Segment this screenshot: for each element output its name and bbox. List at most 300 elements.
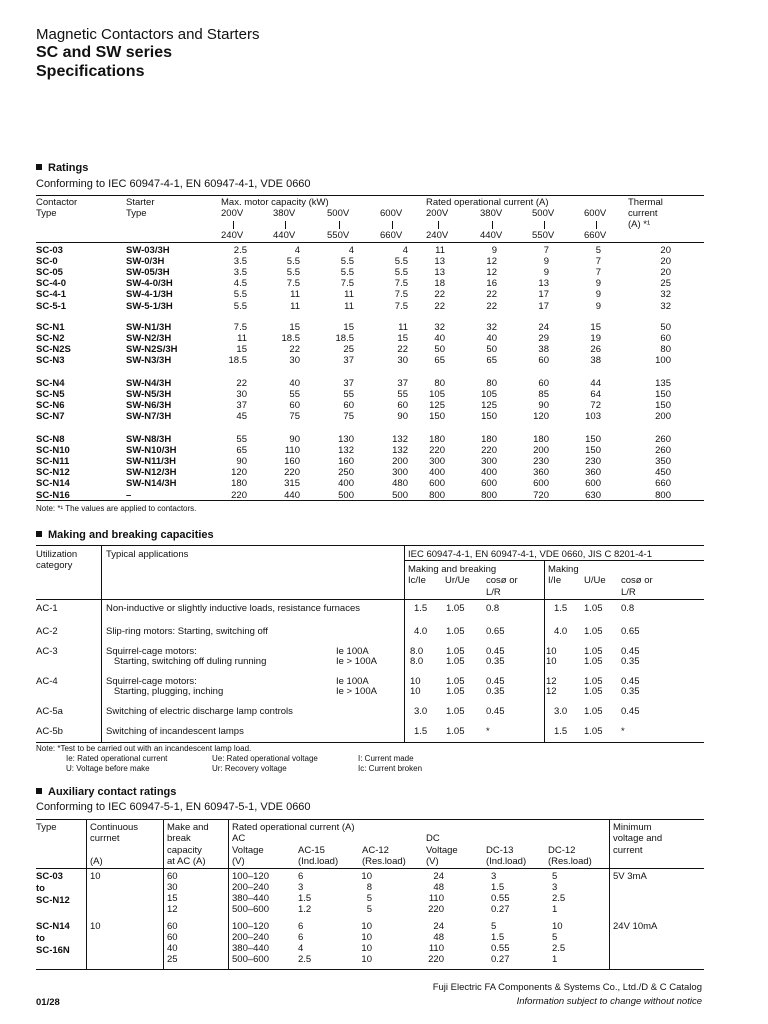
making-breaking-icie: 1.5 [414,603,428,614]
making-breaking-urue: 1.05 [446,676,465,687]
motor-capacity-cell: 11 [290,289,300,301]
making-breaking-urue: 1.05 [446,726,465,737]
making-iie: 10 [546,656,557,667]
making-bottom-rule [36,742,704,743]
aux-make-capacity: 60 [167,932,178,943]
making-breaking-cos: 0.45 [486,646,505,657]
rated-current-cell: 125 [481,400,497,412]
aux-header-continuous: Continuous [90,822,139,833]
header-making: Making [548,564,579,575]
header-making-breaking: Making and breaking [408,564,497,575]
aux-type: SC-N14 [36,921,70,932]
motor-capacity-cell: 5.5 [233,289,247,301]
making-iie: 10 [546,646,557,657]
current-condition: Ie 100A [336,676,369,687]
aux-header-amps: (A) [90,856,103,867]
rated-current-cell: 60 [538,355,549,367]
aux-header-dc12-load: (Res.load) [548,856,592,867]
rated-current-cell: 105 [481,389,497,401]
rated-current-cell: 9 [595,289,601,301]
voltage-range-tick [596,221,597,229]
motor-capacity-cell: 132 [338,445,354,457]
aux-dc12: 5 [552,932,558,943]
making-uue: 1.05 [584,706,603,717]
motor-capacity-cell: 400 [338,478,354,490]
doc-title: Magnetic Contactors and Starters [36,26,260,43]
rated-current-cell: 32 [434,322,445,333]
contactor-type: SC-05 [36,267,63,279]
aux-make-capacity: 40 [167,943,178,954]
making-note-ie: Ie: Rated operational current [66,754,168,763]
aux-divider-1 [86,819,87,970]
aux-header-ac15-load: (Ind.load) [298,856,339,867]
aux-continuous-current: 10 [90,921,101,932]
making-note-ue: Ue: Rated operational voltage [212,754,318,763]
thermal-current-cell: 32 [660,300,671,312]
making-divider-1 [101,545,102,743]
motor-capacity-cell: 60 [343,400,354,412]
motor-capacity-cell: 7.5 [340,278,354,290]
footer-company: Fuji Electric FA Components & Systems Co., Ltd./D & C Catalog [432,982,702,993]
thermal-current-cell: 200 [655,411,671,423]
making-breaking-urue: 1.05 [446,603,465,614]
motor-capacity-cell: 7.5 [394,289,408,301]
contactor-type: SC-5-1 [36,300,67,312]
motor-capacity-cell: 7.5 [394,278,408,290]
making-cos: * [621,726,625,737]
contactor-type: SC-N4 [36,378,65,389]
making-divider-2 [404,545,405,743]
making-uue: 1.05 [584,726,603,737]
rated-current-cell: 9 [543,256,549,268]
rated-current-cell: 80 [434,378,445,389]
aux-ac12: 10 [361,943,372,954]
aux-header-dc-volt-unit: (V) [426,856,439,867]
making-cos: 0.45 [621,676,640,687]
making-iie: 1.5 [554,726,568,737]
aux-make-capacity: 15 [167,893,178,904]
making-cos: 0.35 [621,686,640,697]
header-uue: U/Ue [584,575,606,586]
making-divider-3 [544,560,545,743]
rated-current-cell: 38 [538,344,549,356]
rated-current-cell: 150 [585,445,601,457]
motor-capacity-cell: 37 [236,400,247,412]
making-uue: 1.05 [584,676,603,687]
utilization-category: AC-2 [36,626,58,637]
making-section-title: Making and breaking capacities [36,529,214,541]
motor-capacity-cell: 15 [236,344,247,356]
motor-capacity-cell: 4 [402,245,408,256]
aux-ac12: 8 [366,882,372,893]
making-breaking-urue: 1.05 [446,626,465,637]
motor-capacity-cell: 18.5 [228,355,247,367]
voltage-header-bottom: 440V [273,230,296,241]
rated-current-cell: 60 [538,378,549,389]
thermal-current-cell: 260 [655,434,671,445]
making-iie: 4.0 [554,626,568,637]
contactor-type: SC-03 [36,245,63,256]
motor-capacity-cell: 37 [343,378,354,389]
contactor-type: SC-N12 [36,467,70,479]
rated-current-cell: 125 [429,400,445,412]
contactor-type: SC-N14 [36,478,70,490]
thermal-current-cell: 50 [660,322,671,333]
motor-capacity-cell: 65 [236,445,247,457]
rated-current-cell: 22 [486,300,497,312]
rated-current-cell: 150 [585,434,601,445]
aux-min-voltage-current: 24V 10mA [613,921,658,932]
rated-current-cell: 40 [434,333,445,345]
motor-capacity-cell: 5.5 [394,256,408,268]
aux-ac-voltage: 500–600 [232,954,269,965]
voltage-header-bottom: 440V [480,230,503,241]
motor-capacity-cell: 110 [284,445,300,457]
motor-capacity-cell: 75 [289,411,300,423]
making-uue: 1.05 [584,656,603,667]
making-breaking-cos: 0.45 [486,706,505,717]
aux-dc13: 0.27 [491,904,510,915]
starter-type: SW-N11/3H [126,456,176,468]
voltage-header-top: 200V [221,208,244,219]
aux-make-capacity: 60 [167,921,178,932]
aux-header-rule [36,868,704,869]
voltage-header-bottom: 660V [380,230,403,241]
starter-type: SW-N5/3H [126,389,172,401]
utilization-category: AC-1 [36,603,58,614]
rated-current-cell: 80 [486,378,497,389]
thermal-current-cell: 150 [655,389,671,401]
rated-current-cell: 300 [429,456,445,468]
starter-type: SW-4-1/3H [126,289,173,301]
current-condition: Ie > 100A [336,686,377,697]
rated-current-cell: 230 [585,456,601,468]
motor-capacity-cell: 480 [392,478,408,490]
motor-capacity-cell: 30 [289,355,300,367]
starter-type: SW-N12/3H [126,467,177,479]
rated-current-cell: 9 [595,300,601,312]
thermal-current-cell: 100 [655,355,671,367]
contactor-type: SC-N3 [36,355,65,367]
making-iie: 12 [546,676,557,687]
rated-current-cell: 150 [481,411,497,423]
rated-current-cell: 65 [434,355,445,367]
rated-current-cell: 180 [533,434,549,445]
motor-capacity-cell: 160 [338,456,354,468]
motor-capacity-cell: 15 [397,333,408,345]
voltage-header-top: 200V [426,208,449,219]
thermal-current-cell: 32 [660,289,671,301]
contactor-type: SC-N5 [36,389,65,401]
motor-capacity-cell: 132 [392,434,408,445]
rated-current-cell: 400 [481,467,497,479]
aux-dc13: 1.5 [491,932,505,943]
rated-current-cell: 17 [538,300,549,312]
rated-current-cell: 12 [486,256,497,268]
bullet-square-icon [36,788,42,794]
aux-dc12: 2.5 [552,943,566,954]
utilization-category: AC-4 [36,676,58,687]
motor-capacity-cell: 500 [392,489,408,501]
aux-ac-voltage: 380–440 [232,943,269,954]
motor-capacity-cell: 132 [392,445,408,457]
aux-header-dc12: DC-12 [548,845,576,856]
aux-ac-voltage: 100–120 [232,921,269,932]
aux-dc13: 0.27 [491,954,510,965]
motor-capacity-cell: 25 [343,344,354,356]
aux-header-make-2: break [167,833,191,844]
motor-capacity-cell: 4 [348,245,354,256]
page-number: 01/28 [36,997,60,1008]
making-iie: 3.0 [554,706,568,717]
aux-make-capacity: 30 [167,882,178,893]
rated-current-cell: 600 [481,478,497,490]
motor-capacity-cell: 160 [284,456,300,468]
motor-capacity-cell: 5.5 [340,267,354,279]
aux-header-ac-volt-unit: (V) [232,856,245,867]
aux-ac15: 1.5 [298,893,312,904]
motor-capacity-cell: 45 [236,411,247,423]
aux-continuous-current: 10 [90,871,101,882]
making-cos: 0.8 [621,603,635,614]
rated-current-cell: 17 [538,289,549,301]
aux-ac15: 3 [298,882,304,893]
header-typical-applications: Typical applications [106,549,189,560]
starter-type: SW-N10/3H [126,445,177,457]
motor-capacity-cell: 5.5 [286,256,300,268]
rated-current-cell: 600 [585,478,601,490]
rated-current-cell: 220 [481,445,497,457]
ratings-note: Note: *¹ The values are applied to contactors. [36,504,197,513]
aux-ac-voltage: 200–240 [232,932,269,943]
typical-application: Starting, switching off duling running [106,656,267,667]
thermal-current-cell: 135 [655,378,671,389]
making-breaking-urue: 1.05 [446,656,465,667]
thermal-current-cell: 150 [655,400,671,412]
aux-header-current: currnet [90,833,120,844]
contactor-type: SC-N6 [36,400,65,412]
motor-capacity-cell: 37 [343,355,354,367]
motor-capacity-cell: 11 [237,333,247,345]
motor-capacity-cell: 220 [231,489,247,501]
voltage-header-top: 600V [584,208,607,219]
rated-current-cell: 150 [429,411,445,423]
rated-current-cell: 220 [429,445,445,457]
making-cos: 0.45 [621,706,640,717]
aux-divider-2 [163,819,164,970]
aux-dc12: 3 [552,882,558,893]
contactor-type: SC-N1 [36,322,65,333]
making-cos: 0.45 [621,646,640,657]
making-breaking-cos: 0.8 [486,603,500,614]
aux-type: SC-16N [36,945,70,956]
making-breaking-icie: 8.0 [410,656,424,667]
header-iec-standards: IEC 60947-4-1, EN 60947-4-1, VDE 0660, JIS C 8201-4-1 [408,549,652,560]
motor-capacity-cell: 55 [289,389,300,401]
aux-make-capacity: 60 [167,871,178,882]
motor-capacity-cell: 90 [397,411,408,423]
making-note-ic: Ic: Current broken [358,764,423,773]
aux-ac12: 5 [366,893,372,904]
starter-type: SW-N1/3H [126,322,172,333]
aux-type: SC-03 [36,871,63,882]
making-note-i: I: Current made [358,754,414,763]
rated-current-cell: 230 [533,456,549,468]
voltage-header-top: 500V [327,208,350,219]
aux-header-ac12: AC-12 [362,845,389,856]
voltage-header-top: 380V [480,208,503,219]
header-rated-current: Rated operational current (A) [426,197,549,208]
aux-ac12: 5 [366,904,372,915]
header-cos-2: cosø or [621,575,653,586]
motor-capacity-cell: 300 [392,467,408,479]
motor-capacity-cell: 37 [397,378,408,389]
starter-type: SW-N8/3H [126,434,172,445]
header-thermal-2: current [628,208,658,219]
aux-ac12: 10 [361,954,372,965]
motor-capacity-cell: 5.5 [233,300,247,312]
header-category: category [36,560,73,571]
rated-current-cell: 13 [538,278,549,290]
ratings-conforming: Conforming to IEC 60947-4-1, EN 60947-4-1, VDE 0660 [36,178,311,190]
motor-capacity-cell: 440 [284,489,300,501]
thermal-current-cell: 20 [660,267,671,279]
motor-capacity-cell: 500 [338,489,354,501]
motor-capacity-cell: 75 [343,411,354,423]
current-condition: Ie 100A [336,646,369,657]
motor-capacity-cell: 2.5 [233,245,247,256]
aux-ac-voltage: 380–440 [232,893,269,904]
voltage-header-bottom: 550V [532,230,555,241]
starter-type: SW-4-0/3H [126,278,173,290]
rated-current-cell: 7 [595,267,601,279]
header-urue: Ur/Ue [445,575,470,586]
motor-capacity-cell: 4.5 [233,278,247,290]
aux-top-rule [36,819,704,820]
contactor-type: SC-N2 [36,333,65,345]
voltage-range-tick [339,221,340,229]
voltage-header-top: 380V [273,208,296,219]
thermal-current-cell: 350 [655,456,671,468]
aux-dc-voltage: 48 [433,932,444,943]
making-note-line1: Note: *Test to be carried out with an incandescent lamp load. [36,744,252,753]
rated-current-cell: 38 [590,355,601,367]
motor-capacity-cell: 7.5 [233,322,247,333]
rated-current-cell: 12 [486,267,497,279]
aux-dc13: 5 [491,921,497,932]
aux-dc-voltage: 24 [433,921,444,932]
rated-current-cell: 29 [538,333,549,345]
making-breaking-urue: 1.05 [446,646,465,657]
motor-capacity-cell: 18.5 [281,333,300,345]
making-breaking-icie: 4.0 [414,626,428,637]
aux-ac-voltage: 100–120 [232,871,269,882]
typical-application: Starting, plugging, inching [106,686,224,697]
rated-current-cell: 180 [429,434,445,445]
aux-type: to [36,883,45,894]
rated-current-cell: 22 [434,289,445,301]
aux-ac15: 1.2 [298,904,312,915]
making-iie: 1.5 [554,603,568,614]
thermal-current-cell: 60 [660,333,671,345]
aux-dc-voltage: 24 [433,871,444,882]
header-starter-type: Type [126,208,147,219]
ratings-section-title: Ratings [36,162,88,174]
making-breaking-cos: 0.35 [486,656,505,667]
voltage-range-tick [438,221,439,229]
typical-application: Squirrel-cage motors: [106,646,197,657]
motor-capacity-cell: 60 [397,400,408,412]
motor-capacity-cell: 90 [289,434,300,445]
starter-type: SW-5-1/3H [126,300,173,312]
aux-ac15: 6 [298,921,304,932]
thermal-current-cell: 20 [660,256,671,268]
motor-capacity-cell: 200 [392,456,408,468]
aux-ac-voltage: 500–600 [232,904,269,915]
aux-dc12: 5 [552,871,558,882]
making-breaking-icie: 10 [410,676,421,687]
bullet-square-icon [36,164,42,170]
rated-current-cell: 7 [543,245,549,256]
starter-type: SW-05/3H [126,267,170,279]
aux-type: SC-N12 [36,895,70,906]
making-cos: 0.65 [621,626,640,637]
rated-current-cell: 22 [434,300,445,312]
thermal-current-cell: 260 [655,445,671,457]
aux-dc-voltage: 48 [433,882,444,893]
rated-current-cell: 18 [434,278,445,290]
contactor-type: SC-4-1 [36,289,67,301]
motor-capacity-cell: 130 [338,434,354,445]
typical-application: Switching of electric discharge lamp controls [106,706,293,717]
aux-header-make-1: Make and [167,822,209,833]
motor-capacity-cell: 7.5 [286,278,300,290]
making-breaking-urue: 1.05 [446,706,465,717]
making-breaking-icie: 8.0 [410,646,424,657]
header-contactor: Contactor [36,197,78,208]
header-starter: Starter [126,197,155,208]
making-breaking-cos: * [486,726,490,737]
aux-ac12: 10 [361,921,372,932]
header-iie: I/Ie [548,575,562,586]
aux-header-voltage-and: voltage and [613,833,663,844]
typical-application: Squirrel-cage motors: [106,676,197,687]
rated-current-cell: 9 [543,267,549,279]
header-thermal-1: Thermal [628,197,663,208]
aux-conforming: Conforming to IEC 60947-5-1, EN 60947-5-1, VDE 0660 [36,801,311,813]
voltage-range-tick [392,221,393,229]
motor-capacity-cell: 11 [290,300,300,312]
aux-type: to [36,933,45,944]
rated-current-cell: 7 [595,256,601,268]
motor-capacity-cell: 250 [338,467,354,479]
thermal-current-cell: 20 [660,245,671,256]
motor-capacity-cell: 15 [343,322,354,333]
making-breaking-cos: 0.65 [486,626,505,637]
rated-current-cell: 120 [533,411,549,423]
voltage-range-tick [285,221,286,229]
rated-current-cell: 16 [486,278,497,290]
aux-make-capacity: 25 [167,954,178,965]
rated-current-cell: 65 [486,355,497,367]
motor-capacity-cell: 5.5 [394,267,408,279]
rated-current-cell: 600 [533,478,549,490]
aux-header-make-4: at AC (A) [167,856,206,867]
aux-make-capacity: 12 [167,904,178,915]
header-lr-2: L/R [621,587,636,598]
aux-header-dc13-load: (Ind.load) [486,856,527,867]
motor-capacity-cell: 22 [289,344,300,356]
